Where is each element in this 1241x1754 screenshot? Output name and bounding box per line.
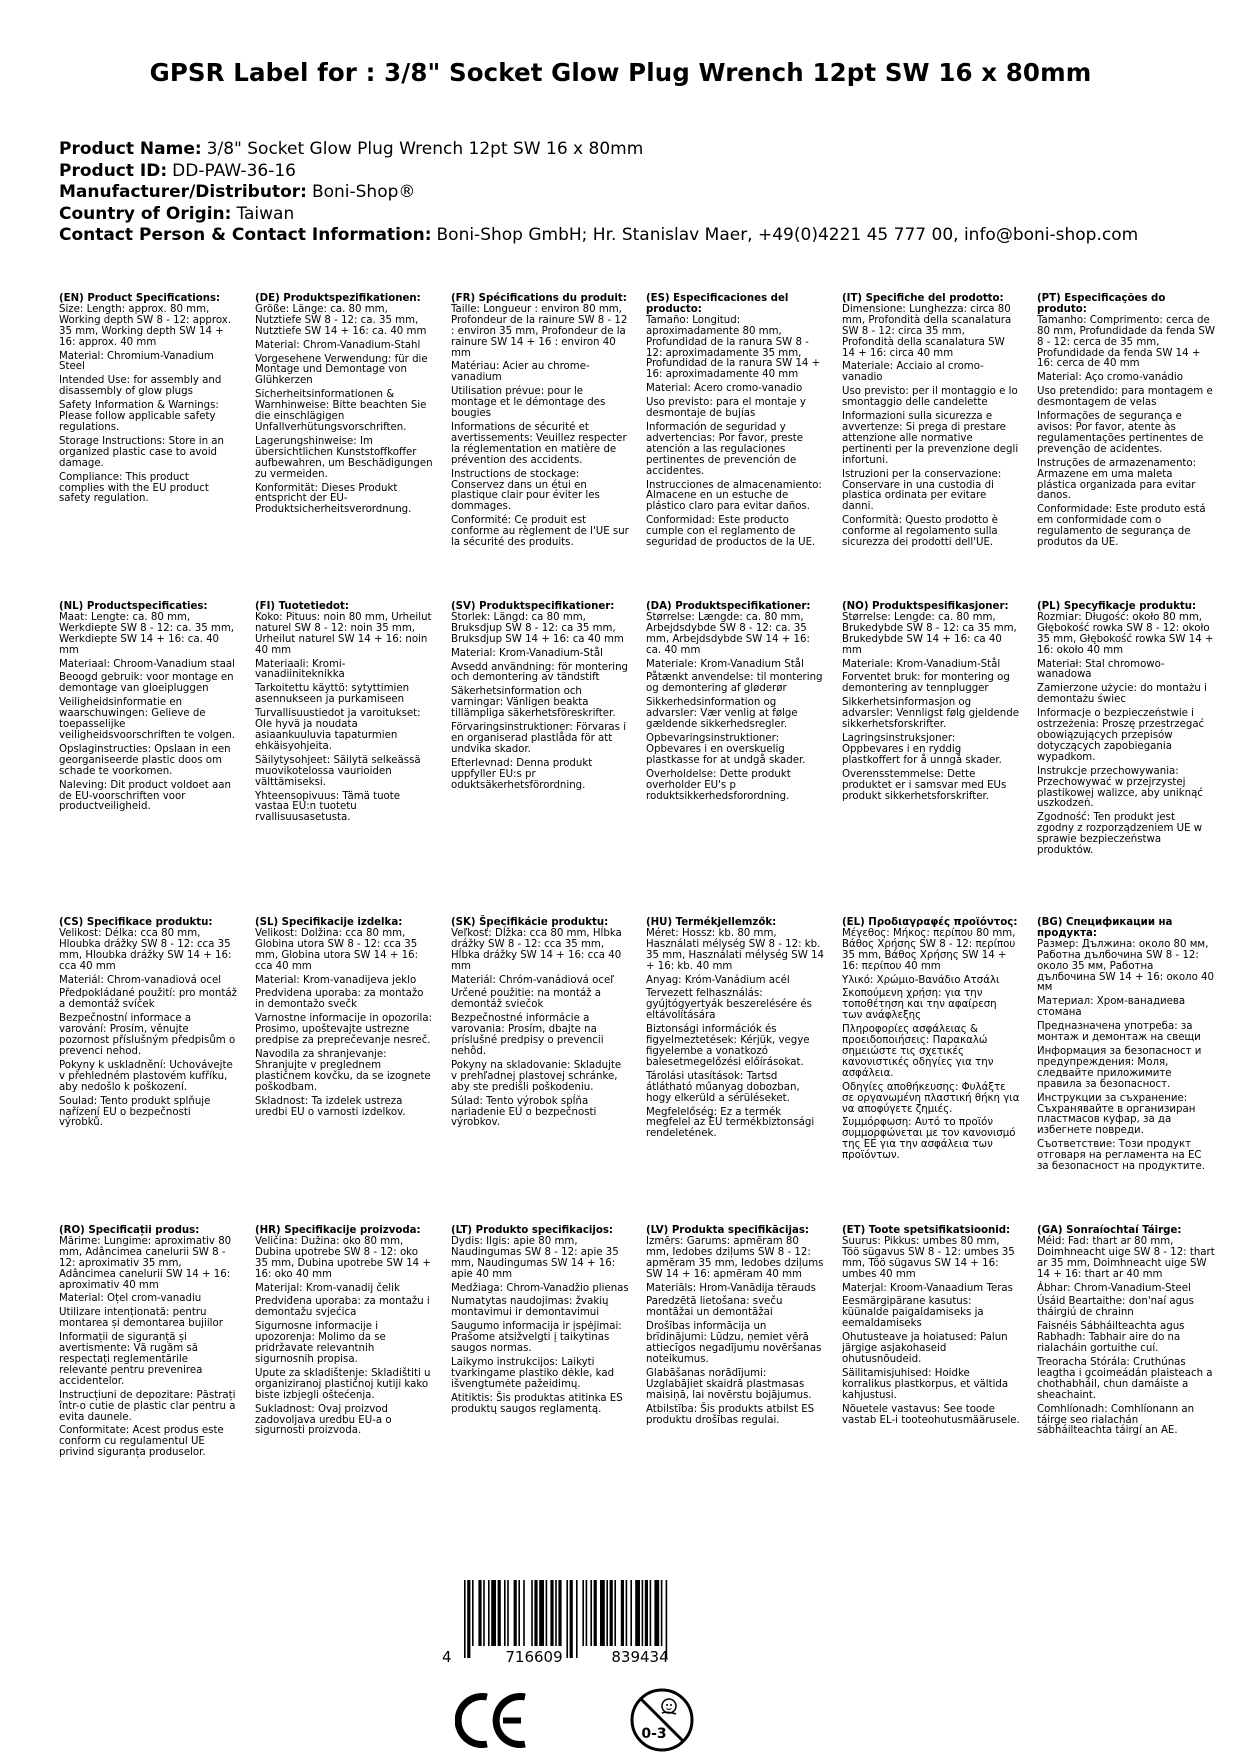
language-block bbox=[842, 1226, 1020, 1426]
language-block bbox=[255, 602, 433, 824]
block-item: Materjal: Kroom-Vanaadium Teras bbox=[842, 1282, 1013, 1294]
block-heading: (NL) Productspecificaties: bbox=[59, 601, 208, 612]
block-item: Velikost: Dolžina: cca 80 mm, Globina utora SW 8 - 12: cca 35 mm, Globina utora SW 14 + 16: cca 40 mm bbox=[255, 927, 419, 972]
block-item: Instruções de armazenamento: Armazene em uma maleta plástica organizada para evitar danos. bbox=[1037, 457, 1197, 502]
block-item: Materiál: Chróm-vanádiová oceľ bbox=[451, 974, 615, 986]
age-range-label: 0-3 bbox=[641, 1726, 667, 1742]
block-item: Suurus: Pikkus: umbes 80 mm, Töö sügavus SW 8 - 12: umbes 35 mm, Töö sügavus SW 14 + 16: umbes 40 mm bbox=[842, 1235, 1015, 1280]
info-manufacturer bbox=[59, 182, 1199, 204]
block-item: Συμμόρφωση: Αυτό το προϊόν συμμορφώνεται με τον κανονισμό της ΕΕ για την ασφάλεια των προϊόντων. bbox=[842, 1117, 1016, 1162]
info-product-id bbox=[59, 161, 1199, 183]
block-item: Säkerhetsinformation och varningar: Vänligen beakta tillämpliga säkerhetsföreskrifter. bbox=[451, 686, 616, 720]
language-block bbox=[842, 602, 1020, 802]
block-item: Sukladnost: Ovaj proizvod zadovoljava uredbu EU-a o sigurnosti proizvoda. bbox=[255, 1403, 392, 1437]
block-item: Pokyny k uskladnění: Uchovávejte v přehledném plastovém kufříku, aby nedošlo k poškození. bbox=[59, 1059, 233, 1093]
block-item: Méid: Fad: thart ar 80 mm, Doimhneacht uige SW 8 - 12: thart ar 35 mm, Doimhneacht uige SW 14 + 16: thart ar 40 mm bbox=[1037, 1235, 1215, 1280]
block-item: Bezpečnostné informácie a varovania: Prosím, dbajte na príslušné predpisy o prevencii nehôd. bbox=[451, 1013, 604, 1057]
barcode-bar bbox=[558, 1580, 561, 1646]
barcode-bar bbox=[483, 1580, 485, 1646]
block-item: Size: Length: approx. 80 mm, Working depth SW 8 - 12: approx. 35 mm, Working depth SW 14 + 16: approx. 40 mm bbox=[59, 303, 232, 348]
block-item: Størrelse: Lengde: ca. 80 mm, Brukedybde SW 8 - 12: ca 35 mm, Brukedybde SW 14 + 16: ca 40 mm bbox=[842, 611, 1017, 656]
block-item: Avsedd användning: för montering och demontering av tändstift bbox=[451, 661, 628, 684]
block-item: Taille: Longueur : environ 80 mm, Profondeur de la rainure SW 8 - 12 : environ 35 mm, Profondeur de la rainure SW 14 + 16 : environ 40 mm bbox=[451, 303, 628, 359]
barcode-bar bbox=[467, 1580, 470, 1658]
block-item: Úsáid Beartaithe: don'naí agus tháirgiú de chrainn bbox=[1037, 1296, 1194, 1319]
block-item: Istruzioni per la conservazione: Conservare in una custodia di plastica ordinata per evitare danni. bbox=[842, 468, 1002, 513]
block-item: Utilisation prévue: pour le montage et le démontage des bougies bbox=[451, 386, 606, 420]
block-item: Předpokládané použití: pro montáž a demontáž svíček bbox=[59, 988, 237, 1011]
barcode-bar bbox=[534, 1580, 537, 1646]
info-value: 3/8" Socket Glow Plug Wrench 12pt SW 16 x 80mm bbox=[206, 139, 644, 159]
block-item: Material: Chromium-Vanadium Steel bbox=[59, 350, 214, 373]
block-item: Efterlevnad: Denna produkt uppfyller EU:s pr oduktsäkerhetsförordning. bbox=[451, 757, 593, 791]
block-item: Material: Krom-vanadijeva jeklo bbox=[255, 974, 417, 986]
block-item: Laikymo instrukcijos: Laikyti tvarkingame plastiko dėkle, kad išvengtumėte pažeidimų. bbox=[451, 1356, 615, 1390]
block-item: Koko: Pituus: noin 80 mm, Urheilut naturel SW 8 - 12: noin 35 mm, Urheilut naturel SW 14 + 16: noin 40 mm bbox=[255, 611, 432, 656]
barcode-bar bbox=[582, 1580, 584, 1646]
block-item: Yhteensopivuus: Tämä tuote vastaa EU:n tuotetu rvallisuusasetusta. bbox=[255, 790, 401, 824]
block-item: Informacje o bezpieczeństwie i ostrzeżenia: Proszę przestrzegać obowiązujących przepisów dotyczących zapobiegania wypadkom. bbox=[1037, 708, 1205, 763]
block-item: Tárolási utasítások: Tartsd átlátható műanyag dobozban, hogy elkerüld a sérüléseket. bbox=[646, 1070, 800, 1104]
block-item: Conformitate: Acest produs este conform cu regulamentul UE privind siguranța produselor. bbox=[59, 1425, 224, 1459]
block-item: Forventet bruk: for montering og demontering av tennplugger bbox=[842, 672, 1010, 695]
block-item: Súlad: Tento výrobok spĺňa nariadenie EÚ o bezpečnosti výrobkov. bbox=[451, 1095, 597, 1129]
block-item: Eesmärgipärane kasutus: küünalde paigaldamiseks ja eemaldamiseks bbox=[842, 1296, 984, 1330]
block-item: Materijal: Krom-vanadij čelik bbox=[255, 1282, 400, 1294]
barcode-bar bbox=[472, 1580, 474, 1646]
block-heading: (SL) Specifikacije izdelka: bbox=[255, 917, 403, 928]
block-heading: (FI) Tuotetiedot: bbox=[255, 601, 349, 612]
block-item: Soulad: Tento produkt splňuje nařízení EU o bezpečnosti výrobků. bbox=[59, 1095, 211, 1129]
block-item: Méret: Hossz: kb. 80 mm, Használati mélység SW 8 - 12: kb. 35 mm, Használati mélység SW 14 + 16: kb. 40 mm bbox=[646, 927, 824, 972]
block-item: Saugumo informacija ir įspėjimai: Prašome atsižvelgti į taikytinas saugos normas. bbox=[451, 1321, 622, 1355]
info-contact bbox=[59, 225, 1199, 247]
block-heading: (FR) Spécifications du produit: bbox=[451, 293, 627, 304]
block-item: Informations de sécurité et avertissements: Veuillez respecter la réglementation en matière de prévention des accidents. bbox=[451, 421, 627, 466]
block-item: Overholdelse: Dette produkt overholder EU's p roduktsikkerhedsforordning. bbox=[646, 768, 791, 802]
block-item: Maat: Lengte: ca. 80 mm, Werkdiepte SW 8 - 12: ca. 35 mm, Werkdiepte SW 14 + 16: ca. 40 mm bbox=[59, 611, 235, 656]
block-item: Predviđena uporaba: za montažu i demontažu svjećica bbox=[255, 1296, 430, 1319]
block-item: Säilytysohjeet: Säilytä selkeässä muovikotelossa vaurioiden välttämiseksi. bbox=[255, 754, 421, 788]
barcode-bar bbox=[518, 1580, 520, 1646]
block-item: Instructions de stockage: Conservez dans un étui en plastique clair pour éviter les dommages. bbox=[451, 468, 600, 513]
language-block bbox=[1037, 294, 1215, 549]
block-heading: (HR) Specifikacije proizvoda: bbox=[255, 1225, 421, 1236]
block-item: Numatytas naudojimas: žvakių montavimui ir demontavimui bbox=[451, 1296, 609, 1319]
block-item: Matériau: Acier au chrome-vanadium bbox=[451, 361, 590, 384]
block-heading: (BG) Спецификации на продукта: bbox=[1037, 917, 1173, 939]
block-item: Atitiktis: Šis produktas atitinka ES produktų saugos reglamentą. bbox=[451, 1392, 623, 1415]
barcode-bar bbox=[488, 1580, 490, 1646]
block-item: Veličina: Dužina: oko 80 mm, Dubina upotrebe SW 8 - 12: oko 35 mm, Dubina upotrebe SW 14 + 16: oko 40 mm bbox=[255, 1235, 431, 1280]
info-label: Manufacturer/Distributor: bbox=[59, 182, 307, 203]
block-item: Mărime: Lungime: aproximativ 80 mm, Adâncimea canelurii SW 8 - 12: aproximativ 35 mm, Adâncimea canelurii SW 14 + 16: aproximativ 40 mm bbox=[59, 1235, 232, 1291]
block-item: Σκοπούμενη χρήση: για την τοποθέτηση και την αφαίρεση των ανάφλεξης bbox=[842, 988, 997, 1022]
block-item: Πληροφορίες ασφάλειας & προειδοποιήσεις: Παρακαλώ σημειώστε τις σχετικές κανονιστικές οδηγίες για την ασφάλεια. bbox=[842, 1024, 994, 1079]
block-item: Atbilstība: Šis produkts atbilst ES produktu drošības regulai. bbox=[646, 1403, 815, 1426]
block-item: Sikkerhedsinformation og advarsler: Vær venlig at følge gældende sikkerhedsregler. bbox=[646, 697, 798, 731]
block-heading: (SK) Špecifikácie produktu: bbox=[451, 917, 609, 928]
block-item: Conformidade: Este produto está em conformidade com o regulamento de segurança de produtos da UE. bbox=[1037, 504, 1206, 549]
barcode-digits-right: 839434 bbox=[611, 1648, 669, 1665]
block-heading: (IT) Specifiche del prodotto: bbox=[842, 293, 1004, 304]
barcode-bar bbox=[539, 1580, 544, 1646]
barcode-bar bbox=[642, 1580, 644, 1646]
barcode-bar bbox=[570, 1580, 573, 1658]
barcode-bar bbox=[654, 1580, 659, 1646]
info-value: Boni-Shop® bbox=[311, 182, 416, 203]
block-item: Информация за безопасност и предупреждения: Моля, следвайте приложимите правила за безопасност. bbox=[1037, 1045, 1202, 1090]
barcode-bar bbox=[586, 1580, 588, 1646]
block-item: Informații de siguranță și avertismente: Vă rugăm să respectați reglementările relevante pentru prevenirea accidentelor. bbox=[59, 1332, 203, 1387]
info-value: DD-PAW-36-16 bbox=[172, 160, 296, 181]
block-item: Påtænkt anvendelse: til montering og demontering af gløderør bbox=[646, 672, 823, 695]
block-item: Utilizare intenționată: pentru montarea și demontarea bujiilor bbox=[59, 1307, 223, 1330]
barcode-digit-first: 4 bbox=[442, 1648, 452, 1665]
barcode-bar bbox=[630, 1580, 632, 1646]
block-item: Materiał: Stal chromowo-wanadowa bbox=[1037, 658, 1165, 681]
barcode-bar bbox=[666, 1580, 668, 1658]
block-item: Sicherheitsinformationen & Warnhinweise: Bitte beachten Sie die einschlägigen Unfallverhütungsvorschriften. bbox=[255, 389, 427, 433]
block-item: Размер: Дължина: около 80 мм, Работна дълбочина SW 8 - 12: около 35 мм, Работна дълбочина SW 14 + 16: около 40 мм bbox=[1037, 938, 1215, 994]
barcode-bar bbox=[614, 1580, 616, 1646]
block-heading: (DA) Produktspecifikationer: bbox=[646, 601, 811, 612]
language-block bbox=[1037, 1226, 1215, 1437]
barcode-bar bbox=[621, 1580, 624, 1646]
block-item: Naleving: Dit product voldoet aan de EU-voorschriften voor productveiligheid. bbox=[59, 779, 231, 813]
block-item: Určené použitie: na montáž a demontáž sviečok bbox=[451, 988, 601, 1011]
block-item: Izmērs: Garums: apmēram 80 mm, Iedobes dziļums SW 8 - 12: apmēram 35 mm, Iedobes dziļums SW 14 + 16: apmēram 40 mm bbox=[646, 1235, 824, 1280]
block-item: Tamanho: Comprimento: cerca de 80 mm, Profundidade da fenda SW 8 - 12: cerca de 35 mm, Profundidade da fenda SW 14 + 16: cerca de 40 mm bbox=[1037, 314, 1215, 370]
info-label: Product ID: bbox=[59, 160, 168, 181]
block-item: Instrucțiuni de depozitare: Păstrați într-o cutie de plastic clar pentru a evita daunele. bbox=[59, 1389, 236, 1423]
block-heading: (CS) Specifikace produktu: bbox=[59, 917, 213, 928]
barcode-bar bbox=[504, 1580, 506, 1646]
block-item: Faisnéis Sábháilteachta agus Rabhadh: Tabhair aire do na rialacháin gortuithe cuí. bbox=[1037, 1321, 1185, 1355]
info-label: Product Name: bbox=[59, 139, 202, 159]
language-block bbox=[255, 294, 433, 516]
block-item: Sigurnosne informacije i upozorenja: Molimo da se pridržavate relevantnih sigurnosnih propisa. bbox=[255, 1321, 386, 1365]
block-item: Compliance: This product complies with the EU product safety regulation. bbox=[59, 471, 209, 505]
barcode-bar bbox=[661, 1580, 663, 1646]
block-item: Material: Acero cromo-vanadio bbox=[646, 383, 803, 395]
block-item: Uso pretendido: para montagem e desmontagem de velas bbox=[1037, 386, 1213, 409]
language-block bbox=[59, 294, 237, 505]
block-heading: (SV) Produktspecifikationer: bbox=[451, 601, 615, 612]
block-item: Intended Use: for assembly and disassembly of glow plugs bbox=[59, 375, 222, 398]
block-item: Rozmiar: Długość: około 80 mm, Głębokość rowka SW 8 - 12: około 35 mm, Głębokość rowka SW 14 + 16: około 40 mm bbox=[1037, 611, 1214, 656]
ean-barcode bbox=[440, 1580, 745, 1665]
block-heading: (RO) Specificații produs: bbox=[59, 1225, 200, 1236]
info-value: Taiwan bbox=[236, 203, 295, 224]
barcode-bar bbox=[464, 1580, 466, 1658]
language-block bbox=[59, 602, 237, 813]
block-heading: (ET) Toote spetsifikatsioonid: bbox=[842, 1225, 1011, 1236]
block-item: Skladnost: Ta izdelek ustreza uredbi EU o varnosti izdelkov. bbox=[255, 1095, 406, 1118]
block-item: Materiale: Acciaio al cromo-vanadio bbox=[842, 361, 984, 384]
language-block bbox=[451, 1226, 629, 1416]
block-item: Konformität: Dieses Produkt entspricht der EU-Produktsicherheitsverordnung. bbox=[255, 482, 412, 516]
block-item: Materiale: Krom-Vanadium-Stål bbox=[842, 658, 1001, 670]
block-item: Ohutusteave ja hoiatused: Palun järgige asjakohaseid ohutusnõudeid. bbox=[842, 1332, 1008, 1365]
block-item: Materiāls: Hrom-Vanādija tērauds bbox=[646, 1282, 816, 1294]
block-heading: (NO) Produktspesifikasjoner: bbox=[842, 601, 1009, 612]
language-block bbox=[1037, 918, 1215, 1173]
block-item: Tarkoitettu käyttö: sytyttimien asennukseen ja purkamiseen bbox=[255, 683, 410, 706]
block-heading: (EN) Product Specifications: bbox=[59, 293, 221, 304]
language-block bbox=[646, 294, 824, 549]
block-item: Lagerungshinweise: Im übersichtlichen Kunststoffkoffer aufbewahren, um Beschädigungen zu vermeiden. bbox=[255, 435, 433, 480]
info-value: Boni-Shop GmbH; Hr. Stanislav Maer, +49(0)4221 45 777 00, info@boni-shop.com bbox=[436, 225, 1139, 246]
block-item: Zamierzone użycie: do montażu i demontażu świec bbox=[1037, 683, 1207, 706]
block-item: Säilitamisjuhised: Hoidke korralikus plastkorpus, et vältida kahjustusi. bbox=[842, 1367, 1009, 1401]
block-item: Nõuetele vastavus: See toode vastab EL-i tooteohutusmäärusele. bbox=[842, 1403, 1020, 1426]
block-item: Treoracha Stórála: Cruthúnas leagtha i gcoimeádán plaisteach a chothabháil, chun damáiste a sheachaint. bbox=[1037, 1356, 1213, 1401]
block-item: Οδηγίες αποθήκευσης: Φυλάξτε σε οργανωμένη πλαστική θήκη για να αποφύγετε ζημιές. bbox=[842, 1081, 1020, 1115]
info-label: Country of Origin: bbox=[59, 203, 232, 224]
language-block bbox=[1037, 602, 1215, 857]
age-warning-icon bbox=[629, 1687, 695, 1753]
block-item: Varnostne informacije in opozorila: Prosimo, upoštevajte ustrezne predpise za preprečevanje nesreč. bbox=[255, 1013, 432, 1047]
block-item: Zgodność: Ten produkt jest zgodny z rozporządzeniem UE w sprawie bezpieczeństwa produktów. bbox=[1037, 812, 1203, 857]
block-item: Lagringsinstruksjoner: Oppbevares i en ryddig plastkoffert for å unngå skader. bbox=[842, 732, 1002, 766]
barcode-bar bbox=[610, 1580, 613, 1646]
block-item: Materiaal: Chroom-Vanadium staal bbox=[59, 658, 235, 670]
info-country bbox=[59, 204, 1199, 226]
block-item: Turvallisuustiedot ja varoitukset: Ole hyvä ja noudata asiaankuuluvia tapaturmien ehkäisyohjeita. bbox=[255, 708, 421, 752]
block-item: Material: Krom-Vanadium-Stål bbox=[451, 647, 603, 659]
block-item: Instrucciones de almacenamiento: Almacene en un estuche de plástico claro para evitar daños. bbox=[646, 479, 822, 513]
barcode-bar bbox=[576, 1580, 578, 1658]
barcode-bar bbox=[590, 1580, 592, 1646]
language-block bbox=[59, 1226, 237, 1459]
barcode-bar bbox=[491, 1580, 496, 1646]
block-item: Dydis: Ilgis: apie 80 mm, Naudingumas SW 8 - 12: apie 35 mm, Naudingumas SW 14 + 16: apie 40 mm bbox=[451, 1235, 619, 1280]
block-item: Materiál: Chrom-vanadiová ocel bbox=[59, 974, 222, 986]
barcode-bar bbox=[566, 1580, 568, 1658]
block-item: Informações de segurança e avisos: Por favor, atente às regulamentações pertinentes de prevenção de acidentes. bbox=[1037, 411, 1204, 455]
block-item: Informazioni sulla sicurezza e avvertenze: Si prega di prestare attenzione alle normative pertinenti per la prevenzione degli infortuni. bbox=[842, 411, 1019, 466]
language-block bbox=[646, 602, 824, 802]
barcode-bar bbox=[523, 1580, 525, 1646]
block-item: Tamaño: Longitud: aproximadamente 80 mm, Profundidad de la ranura SW 8 - 12: aproximadamente 35 mm, Profundidad de la ranura SW 14 + 16: aproximadamente 40 mm bbox=[646, 314, 821, 381]
block-item: Vorgesehene Verwendung: für die Montage und Demontage von Glühkerzen bbox=[255, 353, 428, 387]
block-item: Instrukcje przechowywania: Przechowywać w przejrzystej plastikowej walizce, aby uniknąć uszkodzeń. bbox=[1037, 765, 1203, 810]
barcode-bars bbox=[464, 1580, 667, 1658]
block-item: Инструкции за съхранение: Съхранявайте в организиран пластмасов куфар, за да избегнете повреди. bbox=[1037, 1092, 1196, 1137]
language-block bbox=[255, 1226, 433, 1437]
block-item: Medžiaga: Chrom-Vanadžio plienas bbox=[451, 1282, 629, 1294]
block-item: Beoogd gebruik: voor montage en demontage van gloeipluggen bbox=[59, 672, 234, 695]
language-block bbox=[451, 602, 629, 792]
block-item: Overensstemmelse: Dette produktet er i samsvar med EUs produkt sikkerhetsforskrifter. bbox=[842, 768, 1007, 802]
block-heading: (PT) Especificações do produto: bbox=[1037, 293, 1166, 315]
barcode-bar bbox=[594, 1580, 597, 1646]
block-item: Material: Chrom-Vanadium-Stahl bbox=[255, 339, 421, 351]
block-item: Veiligheidsinformatie en waarschuwingen: Gelieve de toepasselijke veiligheidsvoorschriften te volgen. bbox=[59, 697, 236, 741]
block-item: Conformità: Questo prodotto è conforme al regolamento sulla sicurezza dei prodotti dell'UE. bbox=[842, 515, 998, 549]
ce-mark-icon bbox=[455, 1693, 531, 1748]
block-item: Uso previsto: per il montaggio e lo smontaggio delle candelette bbox=[842, 386, 1018, 409]
block-item: Opbevaringsinstruktioner: Opbevares i en overskuelig plastkasse for at undgå skader. bbox=[646, 732, 806, 766]
block-item: Υλικό: Χρώμιο-Βανάδιο Ατσάλι bbox=[842, 974, 1000, 986]
product-info bbox=[59, 139, 1199, 247]
block-item: Material: Oțel crom-vanadiu bbox=[59, 1293, 202, 1305]
block-item: Størrelse: Længde: ca. 80 mm, Arbejdsdybde SW 8 - 12: ca. 35 mm, Arbejdsdybde SW 14 + 16: ca. 40 mm bbox=[646, 611, 810, 656]
block-item: Velikost: Délka: cca 80 mm, Hloubka drážky SW 8 - 12: cca 35 mm, Hloubka drážky SW 14 + 16: cca 40 mm bbox=[59, 927, 232, 972]
block-item: Veľkosť: Dĺžka: cca 80 mm, Hĺbka drážky SW 8 - 12: cca 35 mm, Hĺbka drážky SW 14 + 16: cca 40 mm bbox=[451, 927, 622, 972]
block-item: Upute za skladištenje: Skladištiti u organiziranoj plastičnoj kutiji kako biste izbjegli oštećenja. bbox=[255, 1367, 431, 1401]
block-item: Материал: Хром-ванадиева стомана bbox=[1037, 996, 1186, 1019]
block-heading: (LV) Produkta specifikācijas: bbox=[646, 1225, 809, 1236]
block-heading: (EL) Προδιαγραφές προϊόντος: bbox=[842, 917, 1018, 928]
block-item: Información de seguridad y advertencias: Por favor, preste atención a las regulaciones pertinentes de prevención de accidentes. bbox=[646, 421, 804, 477]
barcode-bar bbox=[606, 1580, 608, 1646]
block-item: Ábhar: Chrom-Vanadium-Steel bbox=[1037, 1282, 1191, 1294]
language-block bbox=[646, 1226, 824, 1426]
block-item: Größe: Länge: ca. 80 mm, Nutztiefe SW 8 - 12: ca. 35 mm, Nutztiefe SW 14 + 16: ca. 40 mm bbox=[255, 303, 427, 337]
barcode-bar bbox=[600, 1580, 605, 1646]
barcode-bar bbox=[478, 1580, 481, 1646]
language-block bbox=[842, 294, 1020, 549]
block-item: Sikkerhetsinformasjon og advarsler: Vennligst følg gjeldende sikkerhetsforskrifter. bbox=[842, 697, 1019, 731]
block-heading: (DE) Produktspezifikationen: bbox=[255, 293, 421, 304]
language-block bbox=[842, 918, 1020, 1162]
block-item: Предназначена употреба: за монтаж и демонтаж на свещи bbox=[1037, 1021, 1201, 1044]
barcode-bar bbox=[555, 1580, 557, 1646]
barcode-bar bbox=[507, 1580, 509, 1646]
barcode-bar bbox=[531, 1580, 533, 1646]
barcode-bar bbox=[514, 1580, 517, 1646]
block-item: Съответствие: Този продукт отговаря на регламента на ЕС за безопасност на продуктите. bbox=[1037, 1139, 1205, 1173]
block-item: Förvaringsinstruktioner: Förvaras i en organiserad plastlåda för att undvika skador. bbox=[451, 722, 627, 755]
block-heading: (HU) Termékjellemzők: bbox=[646, 917, 777, 928]
block-item: Conformité: Ce produit est conforme au règlement de l'UE sur la sécurité des produits. bbox=[451, 515, 629, 549]
block-item: Storlek: Längd: ca 80 mm, Bruksdjup SW 8 - 12: ca 35 mm, Bruksdjup SW 14 + 16: ca 40 mm bbox=[451, 611, 624, 645]
block-item: Dimensione: Lunghezza: circa 80 mm, Profondità della scanalatura SW 8 - 12: circa 35 mm, Profondità della scanalatura SW 14 + 16: circa 40 mm bbox=[842, 303, 1012, 359]
block-item: Μέγεθος: Μήκος: περίπου 80 mm, Βάθος Χρήσης SW 8 - 12: περίπου 35 mm, Βάθος Χρήσης SW 14 + 16: περίπου 40 mm bbox=[842, 927, 1016, 972]
block-item: Glabāšanas norādījumi: Uzglabājiet skaidrā plastmasas maisiņā, lai novērstu bojājumus. bbox=[646, 1367, 812, 1401]
block-heading: (LT) Produkto specifikacijos: bbox=[451, 1225, 613, 1236]
block-item: Conformidad: Este producto cumple con el reglamento de seguridad de productos de la UE. bbox=[646, 515, 816, 549]
barcode-bar bbox=[650, 1580, 652, 1646]
barcode-bar bbox=[550, 1580, 553, 1646]
block-item: Predvidena uporaba: za montažo in demontažo svečk bbox=[255, 988, 424, 1011]
block-heading: (ES) Especificaciones del producto: bbox=[646, 293, 789, 315]
block-item: Comhlíonadh: Comhlíonann an táirge seo rialachán sábháilteachta táirgí an AE. bbox=[1037, 1403, 1195, 1437]
barcode-bar bbox=[645, 1580, 648, 1646]
block-item: Materiaali: Kromi-vanadiiniteknikka bbox=[255, 658, 346, 681]
barcode-bar bbox=[635, 1580, 640, 1646]
language-block bbox=[59, 918, 237, 1129]
barcode-digits-left: 716609 bbox=[505, 1648, 563, 1665]
block-item: Navodila za shranjevanje: Shranjujte v preglednem plastičnem kovčku, da se izognete poškodbam. bbox=[255, 1048, 431, 1093]
block-item: Drošības informācija un brīdinājumi: Lūdzu, ņemiet vērā attiecīgos negadījumu novēršanas noteikumus. bbox=[646, 1321, 822, 1365]
label-title: GPSR Label for : 3/8" Socket Glow Plug Wrench 12pt SW 16 x 80mm bbox=[149, 58, 1092, 87]
block-item: Safety Information & Warnings: Please follow applicable safety regulations. bbox=[59, 400, 219, 433]
barcode-bar bbox=[498, 1580, 501, 1646]
block-item: Opslaginstructies: Opslaan in een georganiseerde plastic doos om schade te voorkomen. bbox=[59, 743, 231, 777]
block-item: Pokyny na skladovanie: Skladujte v prehľadnej plastovej schránke, aby ste predišli poškodeniu. bbox=[451, 1059, 622, 1093]
language-block bbox=[451, 918, 629, 1129]
block-heading: (PL) Specyfikacje produktu: bbox=[1037, 601, 1197, 612]
info-product-name bbox=[59, 139, 1199, 161]
block-item: Uso previsto: para el montaje y desmontaje de bujías bbox=[646, 397, 806, 420]
block-item: Paredzētā lietošana: sveču montāžai un demontāžai bbox=[646, 1296, 783, 1319]
block-heading: (GA) Sonraíochtaí Táirge: bbox=[1037, 1225, 1182, 1236]
language-block bbox=[255, 918, 433, 1118]
block-item: Tervezett felhasználás: gyújtógyertyák beszerelésére és eltávolítására bbox=[646, 988, 812, 1022]
block-item: Biztonsági információk és figyelmeztetések: Kérjük, vegye figyelembe a vonatkozó balesetmegelőzési előírásokat. bbox=[646, 1024, 810, 1068]
info-label: Contact Person & Contact Information: bbox=[59, 225, 432, 246]
block-item: Materiale: Krom-Vanadium Stål bbox=[646, 658, 804, 670]
block-item: Anyag: Króm-Vanádium acél bbox=[646, 974, 790, 986]
barcode-bar bbox=[546, 1580, 548, 1646]
barcode-bar bbox=[626, 1580, 628, 1646]
language-block bbox=[646, 918, 824, 1140]
language-block bbox=[451, 294, 629, 549]
block-item: Megfelelőség: Ez a termék megfelel az EU termékbiztonsági rendeletének. bbox=[646, 1106, 815, 1140]
block-item: Material: Aço cromo-vanádio bbox=[1037, 372, 1183, 384]
block-item: Bezpečnostní informace a varování: Prosím, věnujte pozornost příslušným předpisům o prevenci nehod. bbox=[59, 1013, 236, 1057]
block-item: Storage Instructions: Store in an organized plastic case to avoid damage. bbox=[59, 435, 224, 469]
